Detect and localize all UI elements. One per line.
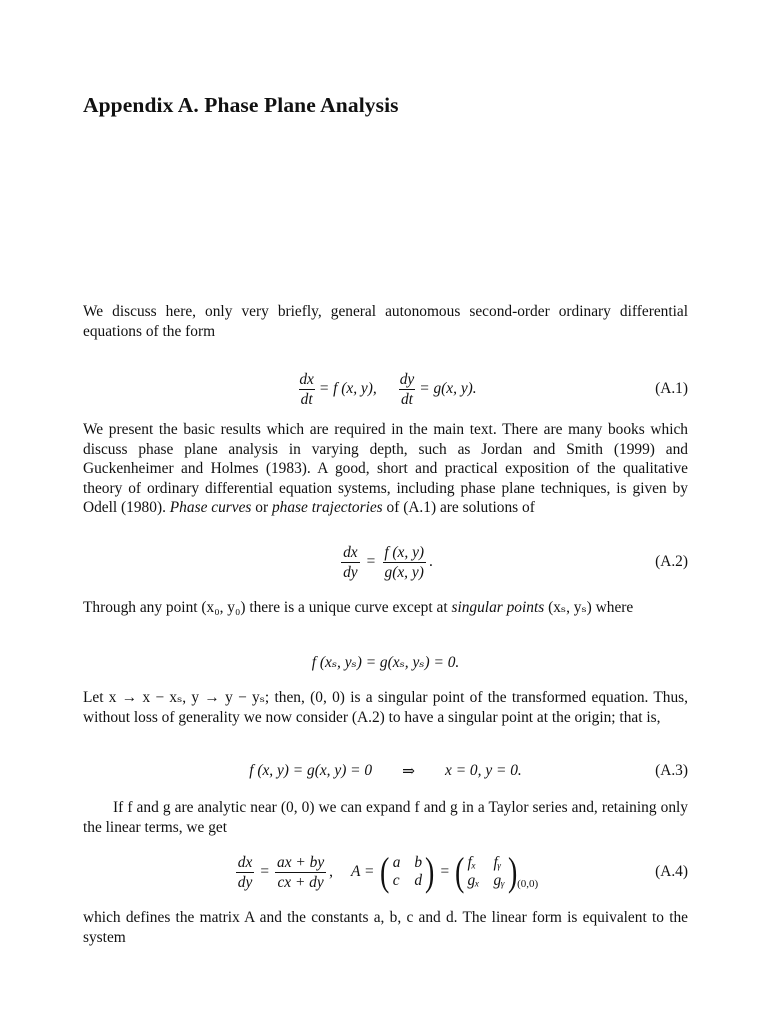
transform-paragraph: Let x → x − xₛ, y → y − yₛ; then, (0, 0) is a singular point of the transformed equation. Thus, without loss of generality we now consider (A.2) to have a singular point at the origin; that is, (83, 689, 688, 726)
intro-paragraph: We discuss here, only very briefly, general autonomous second-order ordinary differential equations of the form (83, 303, 688, 340)
equation-number: (A.3) (655, 762, 688, 779)
equation-number: (A.2) (655, 553, 688, 570)
background-paragraph: We present the basic results which are required in the main text. There are many books which discuss phase plane analysis in varying depth, such as Jordan and Smith (1999) and Guckenheimer and Holmes (1983). A good, short and practical exposition of the qualitative theory of ordinary differential equation systems, including phase plane techniques, is given by Odell (1980). Phase curves or phase trajectories of (A.1) are solutions of (83, 421, 688, 517)
equation-a2: $\frac{dx}{dy}$ = $\frac{f (x, y)}{g(x, y)}$ . (A.2) (343, 543, 688, 581)
equation-a4: $\frac{dx}{dy}$ = $\frac{ax + by}{cx + dy}$ , A = ( a b c d ) = ( fₓ fᵧ gₓ gᵧ ) (0,0) (A.4) (237, 849, 688, 894)
appendix-title: Appendix A. Phase Plane Analysis (83, 93, 399, 117)
taylor-paragraph: If f and g are analytic near (0, 0) we can expand f and g in a Taylor series and, retaining only the linear terms, we get (83, 799, 688, 836)
equation-number: (A.1) (655, 380, 688, 397)
equation-a1: $\frac{dx}{dt}$ = f (x, y), $\frac{dy}{dt}$ = g(x, y). (A.1) (299, 370, 688, 408)
equation-singular: f (xₛ, yₛ) = g(xₛ, yₛ) = 0. (311, 653, 460, 671)
equation-a3: f (x, y) = g(x, y) = 0 ⇒ x = 0, y = 0. (A.3) (249, 762, 688, 780)
singular-paragraph: Through any point (x₀, y₀) there is a unique curve except at singular points (xₛ, yₛ) where (83, 599, 634, 616)
matrix-paragraph: which defines the matrix A and the constants a, b, c and d. The linear form is equivalent to the system (83, 909, 688, 946)
equation-number: (A.4) (655, 863, 688, 880)
